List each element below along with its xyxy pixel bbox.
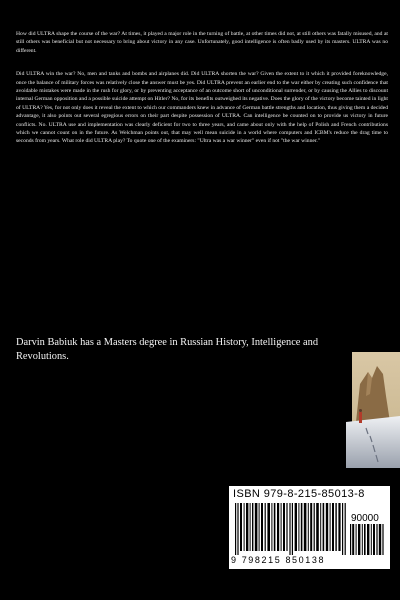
- author-bio: Darvin Babiuk has a Masters degree in Russian History, Intelligence and Revolutions.: [16, 337, 319, 362]
- blurb: [16, 30, 388, 161]
- isbn-label: ISBN 979-8-215-85013-8: [233, 488, 365, 500]
- barcode-number: 9 798215 850138: [231, 555, 326, 565]
- isbn-barcode: [229, 486, 390, 569]
- barcode-bars: [235, 503, 347, 555]
- price-code: 90000: [351, 513, 379, 524]
- blurb-paragraph-2: Did ULTRA win the war? No, men and tanks and bombs and airplanes did. Did ULTRA shorten the war? Given the extent to it which it provided foreknowledge, once the balance of military forces was relatively close the answer must be yes. Did ULTRA prevent an earlier end to the war either by creating such confidence that avoidable mistakes were made in the rush for glory, or by preventing acceptance of an outcome short of unconditional surrender, or by causing the Allies to discount internal German opposition and a possible suicide attempt on Hitler? No, for its benefits outweighed its negative. Does the glory of the victory become tainted in light of ULTRA? Yes, for not only does it reveal the extent to which our commanders knew in advance of German battle strengths and location, thus giving them a decided advantage, it also points out several egregious errors on their part despite possession of ULTRA. Can intelligence be counted on to provide us victory in future conflicts. No. ULTRA use and implementation was clearly deficient for two to three years, and came about only with the help of Polish and French contributions which we cannot count on in the future. As Welchman points out, that may well mean suicide in a world where computers and ICBM's reduce the drag time to seconds from years. What role did ULTRA play? To quote one of the examiners: "Ultra was a war winner" even if not "the war winner.": [16, 71, 388, 145]
- author-photo: [346, 344, 400, 468]
- price-barcode-bars: [350, 524, 384, 555]
- blurb-paragraph-1: How did ULTRA shape the course of the war? At times, it played a major role in the turning of battle, at other times did not, at still others was fatally misused, and at still others was beneficial but not necessary to bring about victory in any case. Unfortunately, good intelligence is often badly used by its masters. ULTRA was no different.: [16, 31, 388, 54]
